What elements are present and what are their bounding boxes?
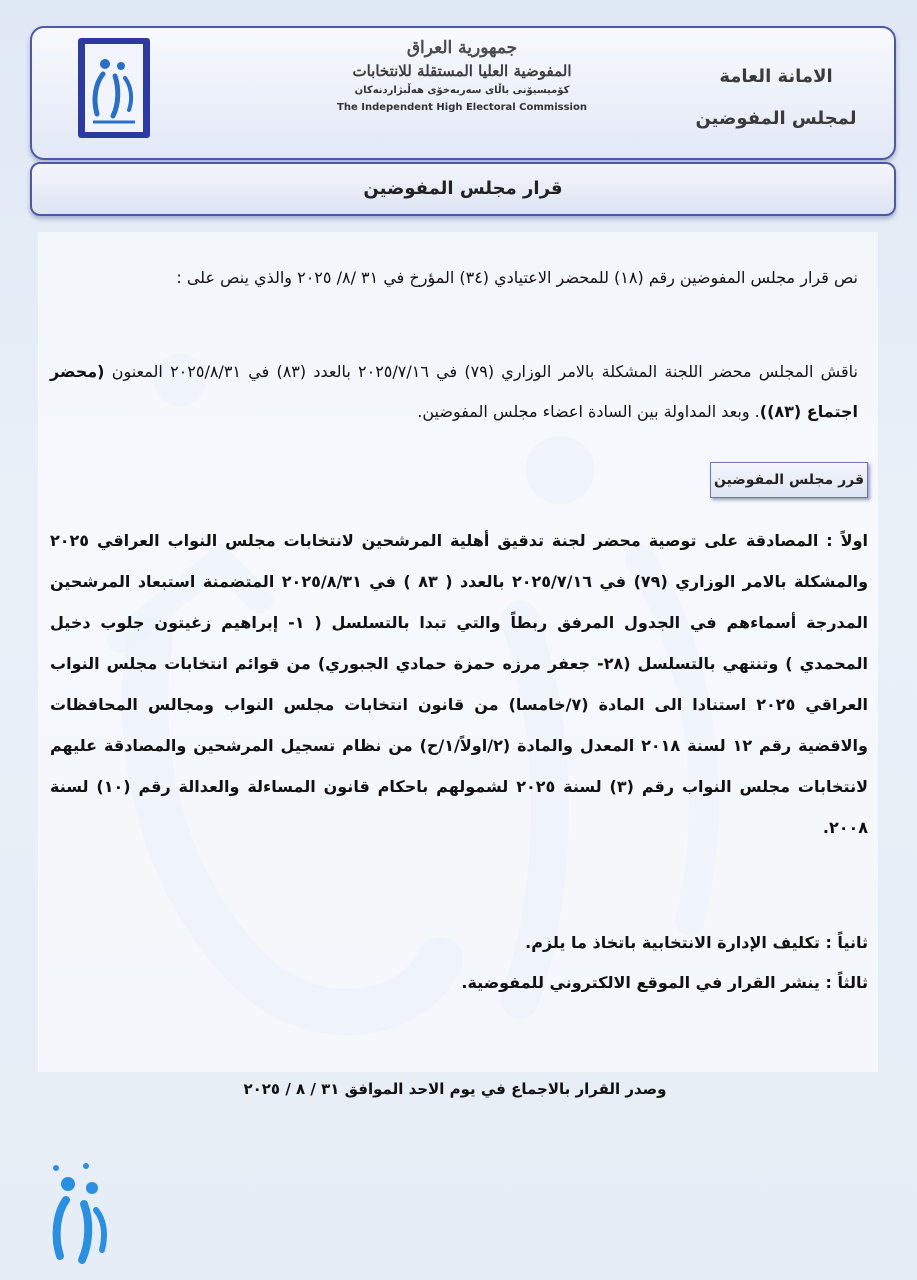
discussion-text-a: ناقش المجلس محضر اللجنة المشكلة بالامر الوزاري (٧٩) في ٢٠٢٥/٧/١٦ بالعدد (٨٣) في ٢٠٢٥/٨/٣١ المعنون (104, 362, 858, 381)
emblem-commission-english: The Independent High Electoral Commission (337, 102, 587, 113)
discussion-paragraph (50, 352, 858, 432)
emblem-commission-kurdish: كۆمیسیۆنی باڵای سەربەخۆی هەڵبژاردنەکان (354, 85, 570, 96)
decision-third: ثالثاً : ينشر القرار في الموقع الالكتروني للمفوضية. (461, 973, 868, 992)
commission-emblem-text (332, 36, 592, 116)
commission-logo (78, 38, 150, 138)
decision-second: ثانياً : تكليف الإدارة الانتخابية باتخاذ ما يلزم. (525, 933, 868, 952)
decision-badge: قرر مجلس المفوضين (710, 462, 868, 498)
issuance-statement: وصدر القرار بالاجماع في يوم الاحد الموافق ٣١ / ٨ / ٢٠٢٥ (243, 1080, 667, 1098)
bottom-ballot-logo-icon (46, 1160, 116, 1270)
ballot-logo-icon (85, 44, 143, 132)
letterhead (30, 26, 896, 160)
discussion-text-b: . وبعد المداولة بين السادة اعضاء مجلس المفوضين. (417, 402, 760, 421)
discussion-bold-ref: (محضر اجتماع (٨٣)) (50, 362, 858, 421)
org-line-1: الامانة العامة (719, 66, 833, 87)
decision-first: اولاً : المصادقة على توصية محضر لجنة تدقيق أهلية المرشحين لانتخابات مجلس النواب العراقي ٢٠٢٥ والمشكلة بالامر الوزاري (٧٩) في ٢٠٢٥/٧/١٦ بالعدد ( ٨٣ ) في ٢٠٢٥/٨/٣١ المتضمنة استبعاد المرشحين المدرجة أسماءهم في الجدول المرفق ربطاً والتي تبدا بالتسلسل ( ١- إبراهيم زغيتون جلوب دخيل المحمدي ) وتنتهي بالتسلسل (٢٨- جعفر مرزه حمزة حمادي الجبوري) من قوائم انتخابات مجلس النواب العراقي ٢٠٢٥ استنادا الى المادة (٧/خامسا) من قانون انتخابات مجلس النواب ومجالس المحافظات والاقضية رقم ١٢ لسنة ٢٠١٨ المعدل والمادة (٢/اولاً/١/ح) من نظام تسجيل المرشحين والمصادقة عليهم لانتخابات مجلس النواب رقم (٣) لسنة ٢٠٢٥ لشمولهم باحكام قانون المساءلة والعدالة رقم (١٠) لسنة ٢٠٠٨. (50, 531, 869, 837)
intro-paragraph: نص قرار مجلس المفوضين رقم (١٨) للمحضر الاعتيادي (٣٤) المؤرخ في ٣١ /٨/ ٢٠٢٥ والذي ينص على : (176, 268, 858, 287)
emblem-commission-arabic: المفوضية العليا المستقلة للانتخابات (352, 62, 572, 80)
document-title: قرار مجلس المفوضين (30, 162, 896, 216)
org-line-2: لمجلس المفوضين (695, 108, 857, 129)
secretariat-title (686, 56, 866, 140)
emblem-country: جمهورية العراق (406, 38, 518, 58)
